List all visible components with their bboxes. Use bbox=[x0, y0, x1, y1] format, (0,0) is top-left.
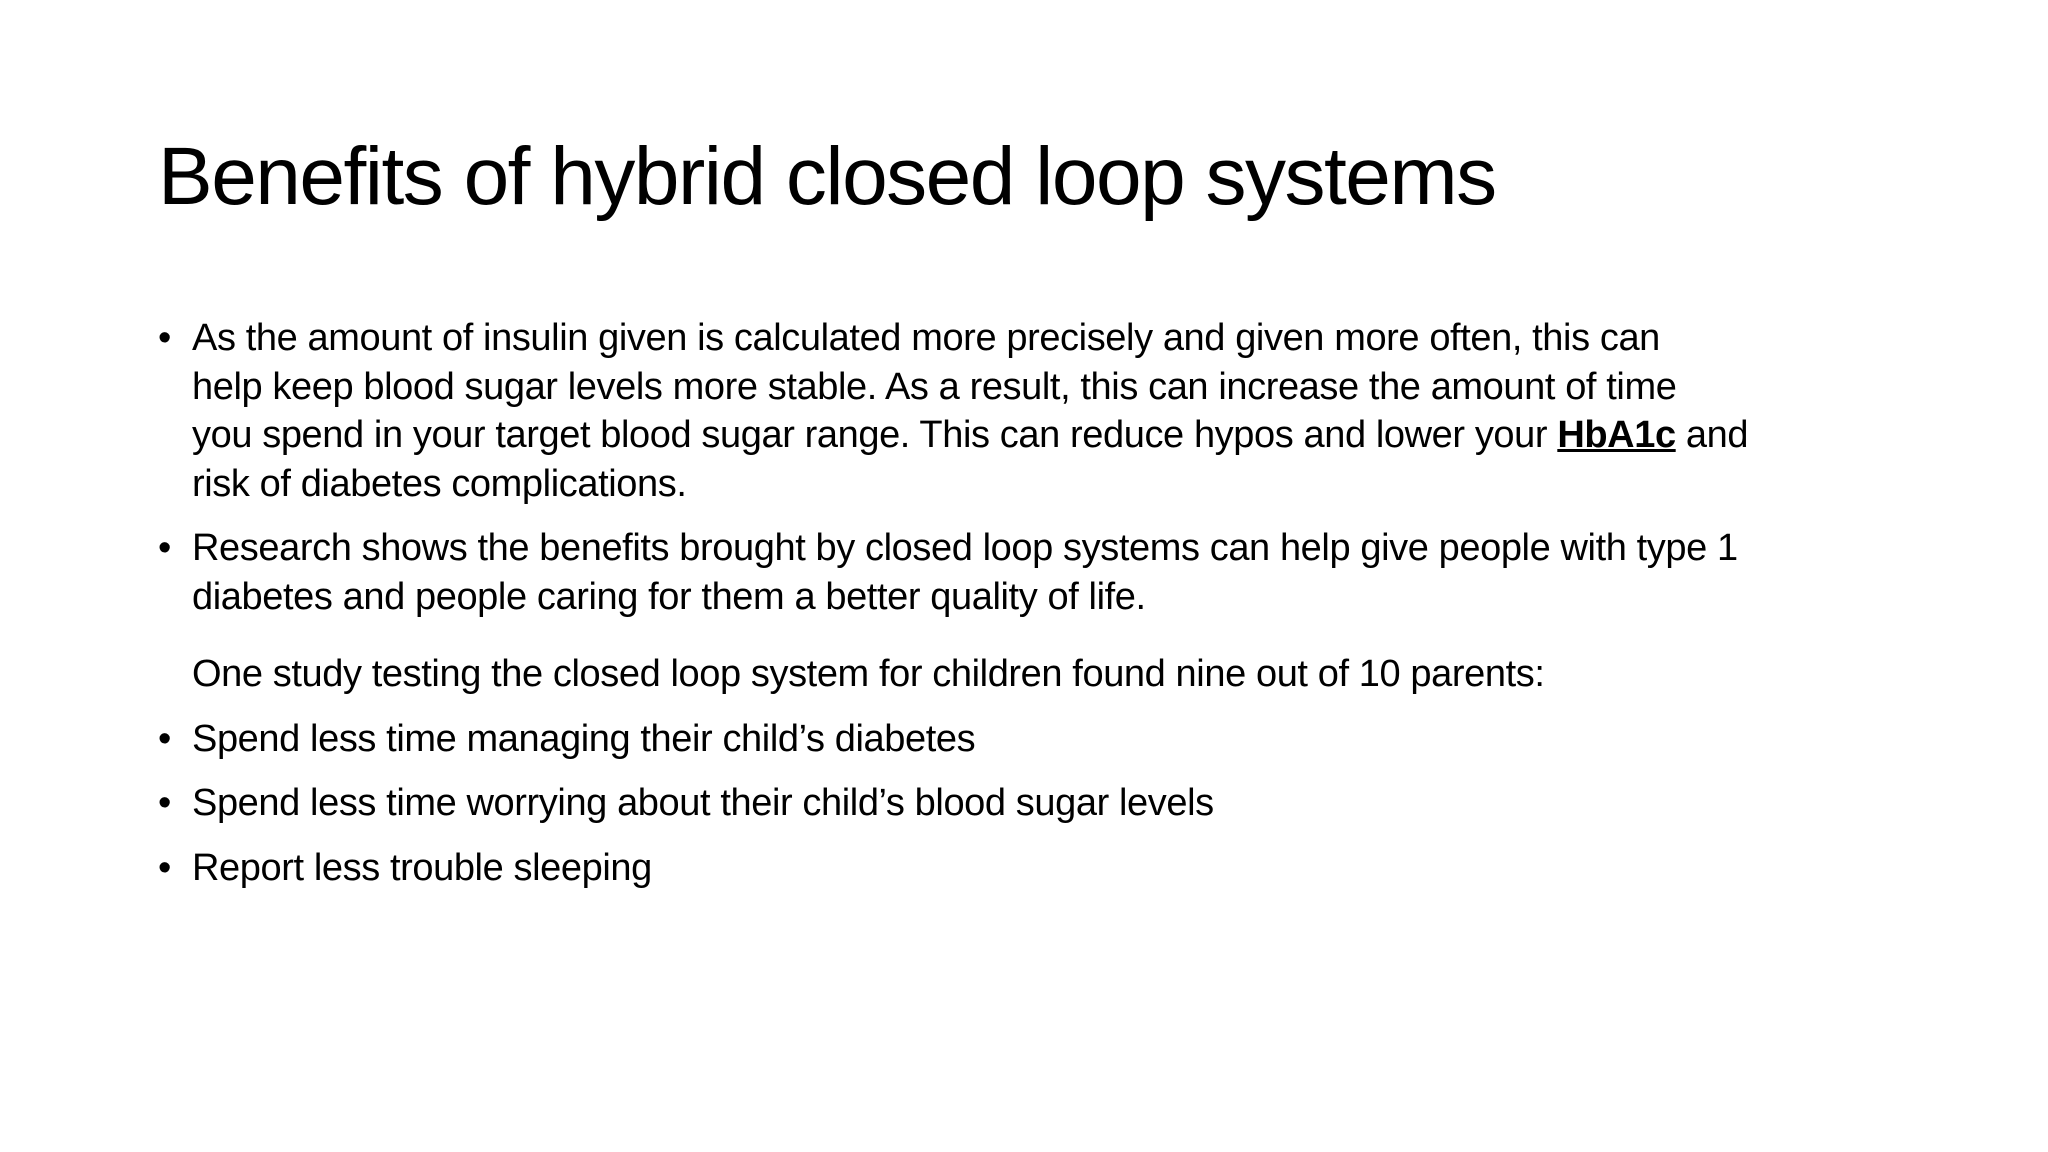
list-item bbox=[158, 844, 1918, 893]
slide-title: Benefits of hybrid closed loop systems bbox=[158, 131, 1496, 222]
list-item bbox=[158, 779, 1918, 828]
bullet-icon: • bbox=[158, 527, 171, 569]
paragraph-line: One study testing the closed loop system for children found nine out of 10 parents: bbox=[192, 653, 1545, 695]
list-item-text: Spend less time managing their child’s diabetes bbox=[192, 717, 976, 760]
bullet-paragraph-insulin bbox=[158, 314, 1918, 508]
paragraph-text: and bbox=[1675, 414, 1749, 456]
list-item-text: Report less trouble sleeping bbox=[192, 846, 652, 889]
paragraph-line: help keep blood sugar levels more stable. As a result, this can increase the amount of time bbox=[192, 365, 1677, 408]
paragraph-line: diabetes and people caring for them a better quality of life. bbox=[192, 575, 1146, 618]
paragraph-line: risk of diabetes complications. bbox=[192, 462, 687, 505]
bullet-paragraph-research bbox=[158, 524, 1918, 621]
paragraph-line bbox=[192, 411, 1918, 460]
slide-body bbox=[158, 314, 1918, 892]
study-intro-paragraph bbox=[158, 650, 1918, 699]
bullet-icon: • bbox=[158, 846, 171, 889]
bullet-icon: • bbox=[158, 317, 171, 359]
paragraph-line: Research shows the benefits brought by closed loop systems can help give people with type 1 bbox=[192, 527, 1738, 569]
paragraph-text: you spend in your target blood sugar range. This can reduce hypos and lower your bbox=[192, 414, 1558, 456]
bullet-icon: • bbox=[158, 717, 171, 760]
list-item bbox=[158, 715, 1918, 764]
hba1c-link[interactable]: HbA1c bbox=[1557, 414, 1676, 456]
list-item-text: Spend less time worrying about their child’s blood sugar levels bbox=[192, 782, 1214, 824]
bullet-icon: • bbox=[158, 782, 171, 824]
paragraph-line: As the amount of insulin given is calculated more precisely and given more often, this can bbox=[192, 317, 1660, 359]
